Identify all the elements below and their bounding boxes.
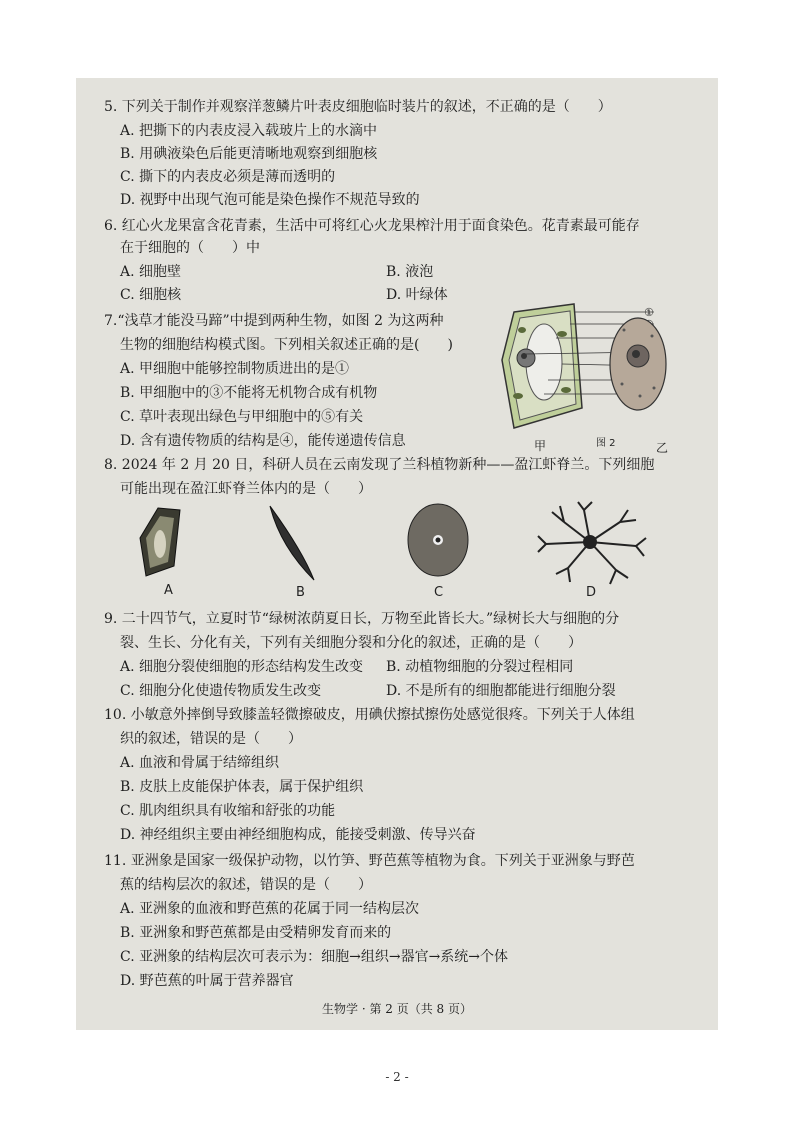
question-10-stem-line1: 10. 小敏意外摔倒导致膝盖轻微擦破皮，用碘伏擦拭擦伤处感觉很疼。下列关于人体组 [104,707,635,723]
question-9-option-c: C. 细胞分化使遗传物质发生改变 [120,683,322,699]
label-jia: 甲 [534,439,547,453]
question-5-stem: 5. 下列关于制作并观察洋葱鳞片叶表皮细胞临时装片的叙述，不正确的是（ ） [104,99,612,115]
question-11-option-a: A. 亚洲象的血液和野芭蕉的花属于同一结构层次 [120,901,420,917]
cell-label-c: C [434,585,444,598]
cell-label-d: D [586,585,597,598]
cell-option-b-image [270,506,314,580]
question-6-option-c: C. 细胞核 [120,287,182,303]
question-9-option-d: D. 不是所有的细胞都能进行细胞分裂 [386,683,616,699]
cell-option-d-image [538,502,646,584]
question-7-option-c: C. 草叶表现出绿色与甲细胞中的⑤有关 [120,409,364,425]
page-footer: 生物学 · 第 2 页（共 8 页） [322,1002,472,1016]
cell-options-figure [76,498,718,598]
cell-option-a-image [140,508,180,576]
cell-option-c-image [408,504,468,576]
cell-option-labels [164,583,596,598]
question-6-stem-line2: 在于细胞的（ ）中 [120,240,260,256]
question-6-stem-line1: 6. 红心火龙果富含花青素，生活中可将红心火龙果榨汁用于面食染色。花青素最可能存 [104,218,640,234]
question-8-stem-line2: 可能出现在盈江虾脊兰体内的是（ ） [120,481,372,497]
plant-cell-diagram [502,304,582,428]
question-7-stem-line2: 生物的细胞结构模式图。下列相关叙述正确的是( ) [120,337,453,353]
scanned-page [76,78,718,1030]
question-6-option-b: B. 液泡 [386,264,434,280]
cell-label-b: B [296,585,305,598]
question-11-stem-line2: 蕉的结构层次的叙述，错误的是（ ） [120,877,372,893]
question-6-option-d: D. 叶绿体 [386,287,448,303]
question-7-option-d: D. 含有遗传物质的结构是④，能传递遗传信息 [120,433,406,449]
question-7-stem-line1: 7.“浅草才能没马蹄”中提到两种生物，如图 2 为这两种 [104,313,444,329]
cell-structure-figure [496,300,696,460]
question-9-stem-line1: 9. 二十四节气，立夏时节“绿树浓荫夏日长，万物至此皆长大。”绿树长大与细胞的分 [104,611,620,627]
question-5-option-c: C. 撕下的内表皮必须是薄而透明的 [120,169,336,185]
question-11-stem-line1: 11. 亚洲象是国家一级保护动物，以竹笋、野芭蕉等植物为食。下列关于亚洲象与野芭 [104,853,635,869]
cell-label-a: A [164,583,173,598]
question-6-option-a: A. 细胞壁 [120,264,182,280]
question-10-option-c: C. 肌肉组织具有收缩和舒张的功能 [120,803,336,819]
question-10-stem-line2: 织的叙述，错误的是（ ） [120,731,302,747]
question-5-option-d: D. 视野中出现气泡可能是染色操作不规范导致的 [120,192,420,208]
question-9-option-a: A. 细胞分裂使细胞的形态结构发生改变 [120,659,364,675]
part-number-1: ① [644,306,654,319]
question-7-option-a: A. 甲细胞中能够控制物质进出的是① [120,361,350,377]
question-7-option-b: B. 甲细胞中的③不能将无机物合成有机物 [120,385,378,401]
figure-caption: 图 2 [596,438,616,449]
question-9-stem-line2: 裂、生长、分化有关，下列有关细胞分裂和分化的叙述，正确的是（ ） [120,635,582,651]
question-9-option-b: B. 动植物细胞的分裂过程相同 [386,659,574,675]
question-10-option-d: D. 神经组织主要由神经细胞构成，能接受刺激、传导兴奋 [120,827,476,843]
page-number: - 2 - [385,1070,409,1084]
question-5-option-b: B. 用碘液染色后能更清晰地观察到细胞核 [120,146,378,162]
question-11-option-b: B. 亚洲象和野芭蕉都是由受精卵发育而来的 [120,925,392,941]
question-11-option-d: D. 野芭蕉的叶属于营养器官 [120,973,294,989]
question-10-option-b: B. 皮肤上皮能保护体表，属于保护组织 [120,779,364,795]
question-10-option-a: A. 血液和骨属于结缔组织 [120,755,280,771]
label-yi: 乙 [656,441,669,455]
question-11-option-c: C. 亚洲象的结构层次可表示为：细胞→组织→器官→系统→个体 [120,949,509,965]
animal-cell-diagram [610,318,666,410]
question-5-option-a: A. 把撕下的内表皮浸入载玻片上的水滴中 [120,123,378,139]
question-8-stem-line1: 8. 2024 年 2 月 20 日，科研人员在云南发现了兰科植物新种——盈江虾脊兰。下列细胞 [104,457,655,473]
